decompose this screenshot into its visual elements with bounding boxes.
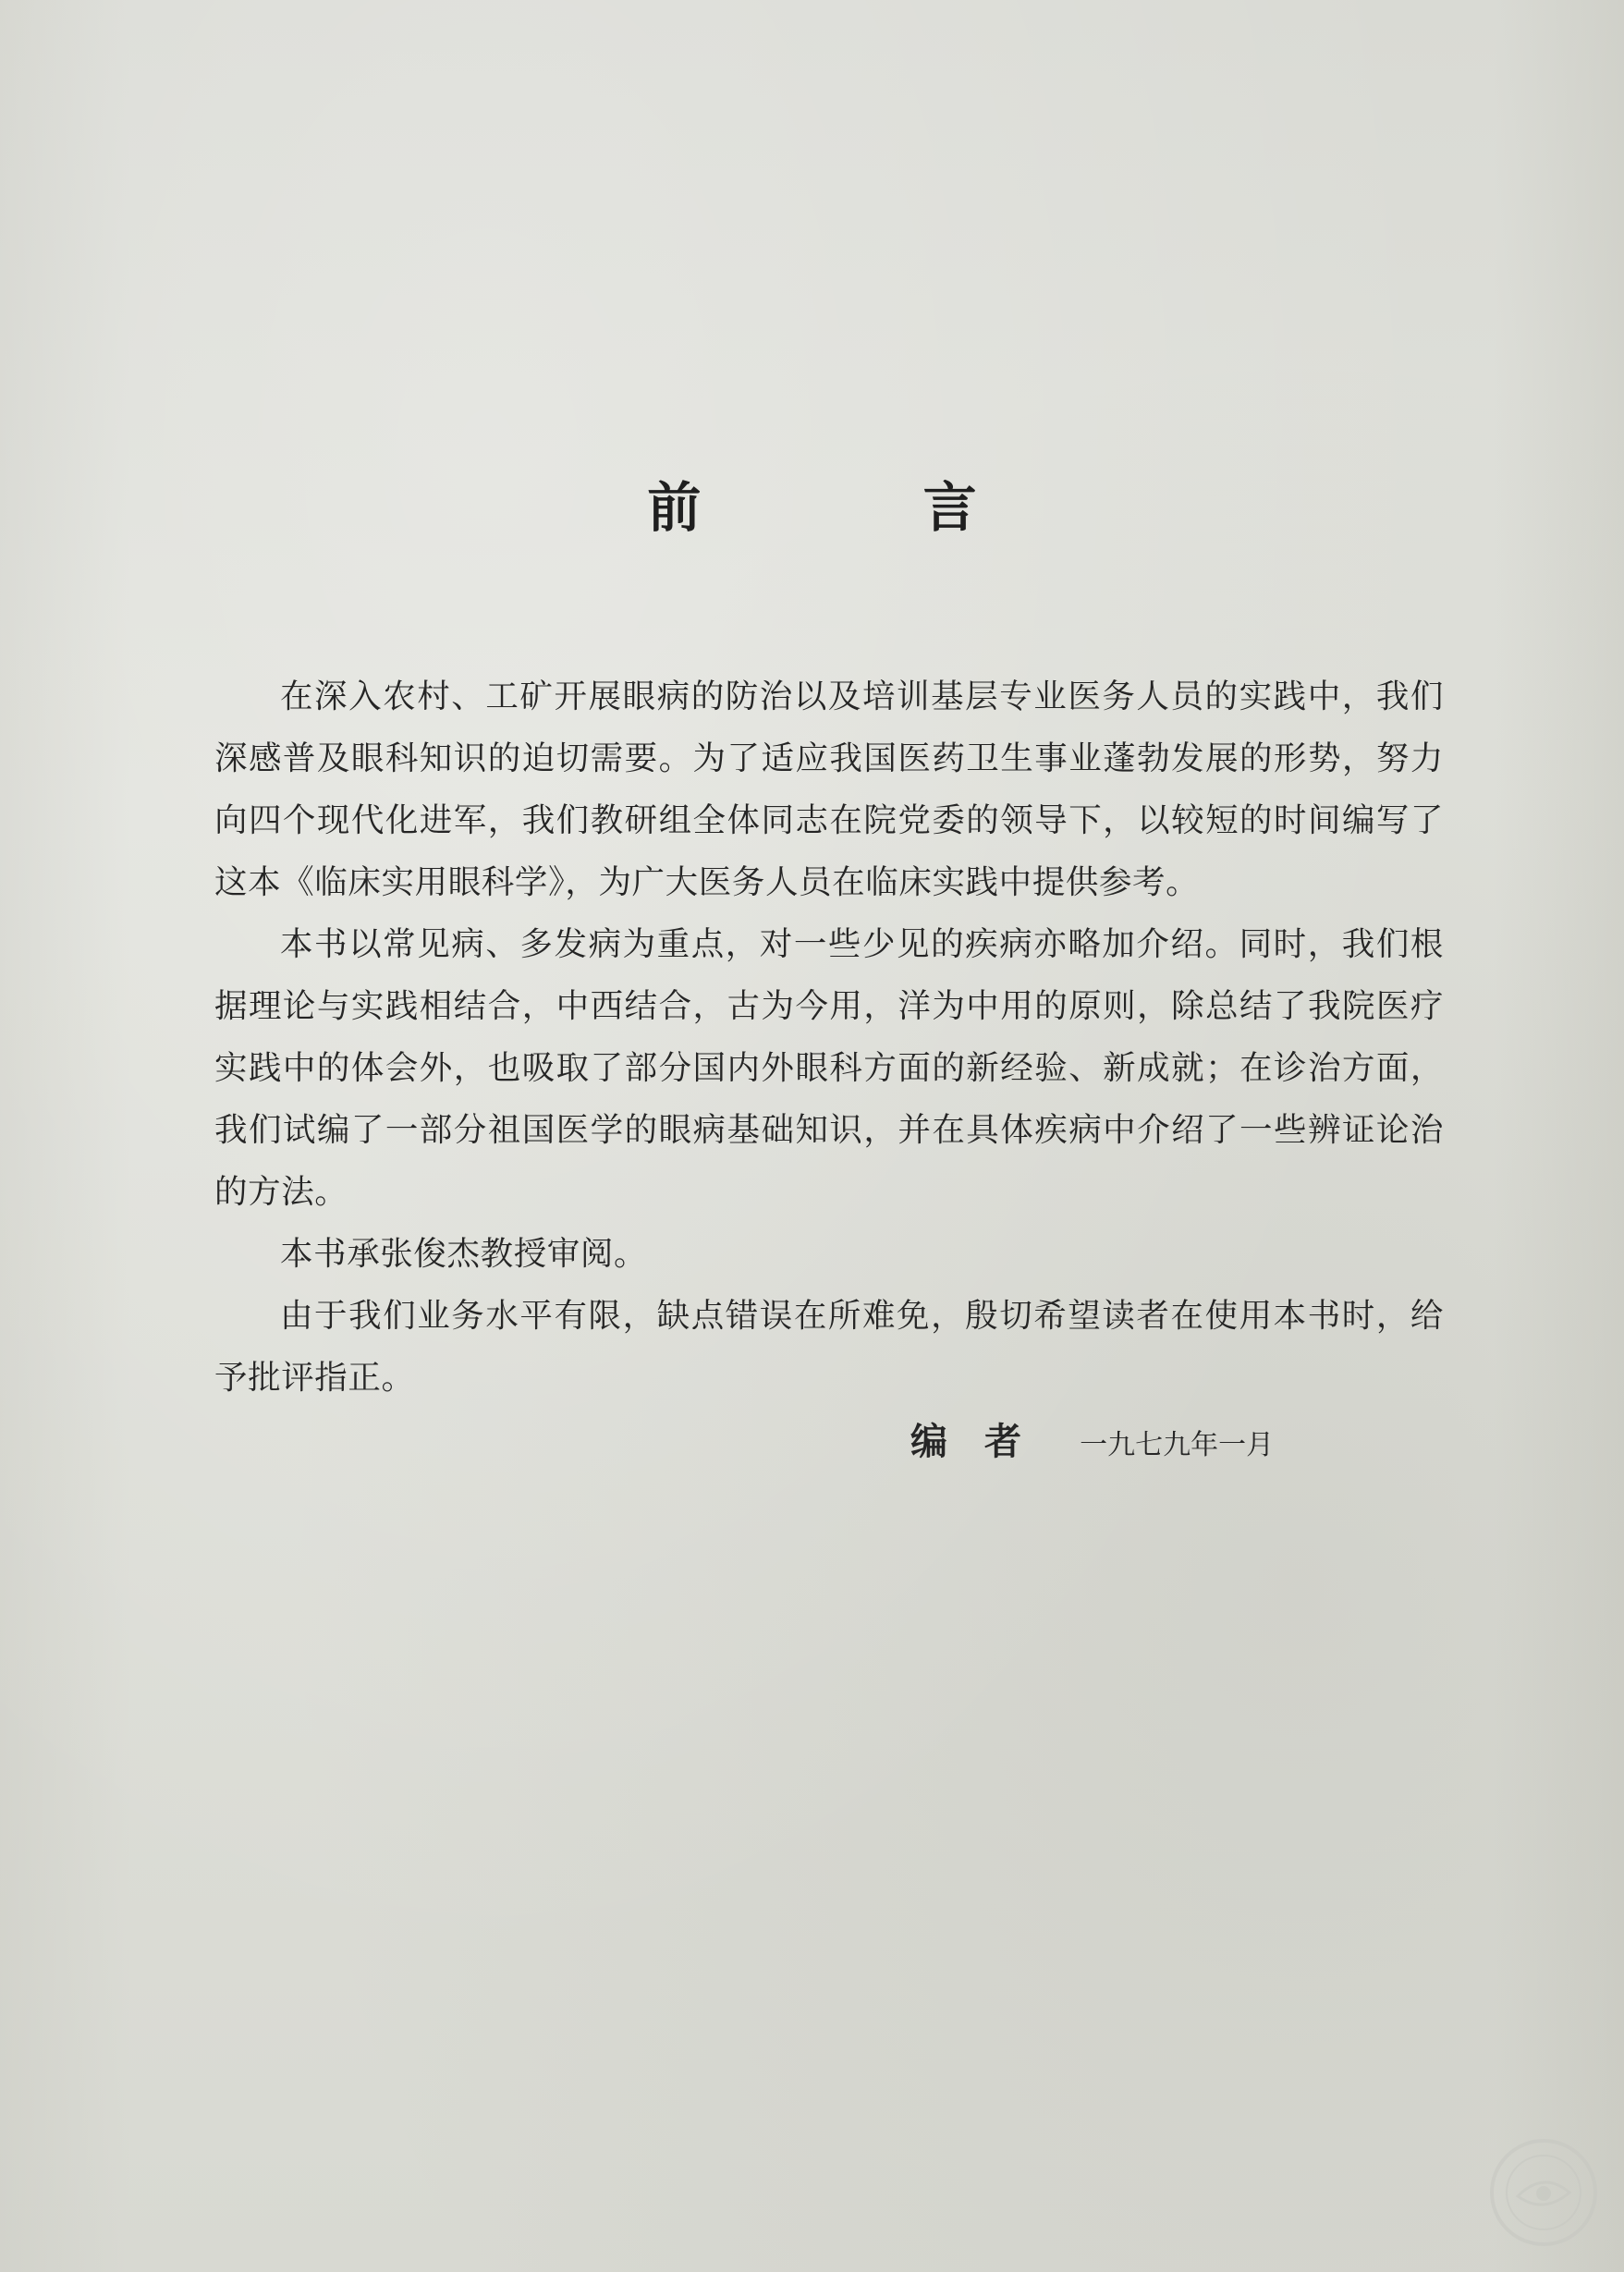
preface-paragraph-2: 本书以常见病、多发病为重点，对一些少见的疾病亦略加介绍。同时，我们根据理论与实践相结合，中西结合，古为今用，洋为中用的原则，除总结了我院医疗实践中的体会外，也吸取了部分国内外眼科方面的新经验、新成就；在诊治方面，我们试编了一部分祖国医学的眼病基础知识，并在具体疾病中介绍了一些辨证论治的方法。 [214,925,1444,1211]
page-title: 前 言 [647,476,1079,539]
preface-paragraph-4: 由于我们业务水平有限，缺点错误在所难免，殷切希望读者在使用本书时，给予批评指正。 [214,1297,1444,1397]
preface-paragraph-1: 在深入农村、工矿开展眼病的防治以及培训基层专业医务人员的实践中，我们深感普及眼科知识的迫切需要。为了适应我国医药卫生事业蓬勃发展的形势，努力向四个现代化进军，我们教研组全体同志在院党委的领导下，以较短的时间编写了这本《临床实用眼科学》，为广大医务人员在临床实践中提供参考。 [214,678,1444,901]
signature-line [910,1412,1274,1465]
preface-paragraph-3: 本书承张俊杰教授审阅。 [280,1235,648,1273]
museum-watermark-logo [1488,2137,1599,2248]
signature-author: 编者 [910,1420,1058,1463]
preface-body [214,666,1444,1409]
signature-date: 一九七九年一月 [1080,1429,1275,1461]
